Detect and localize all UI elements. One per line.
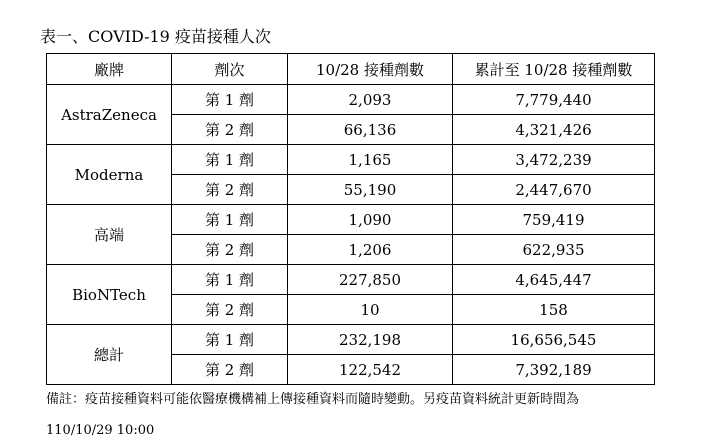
table-title: 表一、COVID-19 疫苗接種人次 xyxy=(40,27,271,46)
dose-cell: 第 2 劑 xyxy=(172,295,288,325)
vaccination-table xyxy=(46,53,655,385)
dose-cell: 第 1 劑 xyxy=(172,325,288,355)
cumulative-cell: 7,392,189 xyxy=(453,355,655,385)
daily-cell: 122,542 xyxy=(288,355,453,385)
table-row xyxy=(47,205,655,235)
footnote xyxy=(46,384,579,446)
cumulative-cell: 4,645,447 xyxy=(453,265,655,295)
daily-cell: 1,165 xyxy=(288,145,453,175)
brand-cell-astrazeneca: AstraZeneca xyxy=(47,85,172,145)
dose-cell: 第 1 劑 xyxy=(172,85,288,115)
brand-cell-medigen: 高端 xyxy=(47,205,172,265)
dose-cell: 第 1 劑 xyxy=(172,145,288,175)
table-row xyxy=(47,85,655,115)
cumulative-cell: 16,656,545 xyxy=(453,325,655,355)
cumulative-cell: 3,472,239 xyxy=(453,145,655,175)
cumulative-cell: 4,321,426 xyxy=(453,115,655,145)
dose-cell: 第 1 劑 xyxy=(172,205,288,235)
header-daily-doses: 10/28 接種劑數 xyxy=(288,54,453,85)
footnote-line-1: 備註：疫苗接種資料可能依醫療機構補上傳接種資料而隨時變動。另疫苗資料統計更新時間為 xyxy=(46,392,580,407)
footnote-line-2: 110/10/29 10:00 xyxy=(46,423,155,438)
daily-cell: 55,190 xyxy=(288,175,453,205)
daily-cell: 1,206 xyxy=(288,235,453,265)
cumulative-cell: 622,935 xyxy=(453,235,655,265)
daily-cell: 227,850 xyxy=(288,265,453,295)
brand-cell-biontech: BioNTech xyxy=(47,265,172,325)
header-dose: 劑次 xyxy=(172,54,288,85)
daily-cell: 1,090 xyxy=(288,205,453,235)
dose-cell: 第 2 劑 xyxy=(172,115,288,145)
dose-cell: 第 2 劑 xyxy=(172,355,288,385)
table-row xyxy=(47,145,655,175)
daily-cell: 10 xyxy=(288,295,453,325)
header-brand: 廠牌 xyxy=(47,54,172,85)
dose-cell: 第 2 劑 xyxy=(172,235,288,265)
header-row xyxy=(47,54,655,85)
dose-cell: 第 2 劑 xyxy=(172,175,288,205)
header-cumulative-doses: 累計至 10/28 接種劑數 xyxy=(453,54,655,85)
cumulative-cell: 158 xyxy=(453,295,655,325)
table-row xyxy=(47,265,655,295)
table-row xyxy=(47,325,655,355)
dose-cell: 第 1 劑 xyxy=(172,265,288,295)
brand-cell-total: 總計 xyxy=(47,325,172,385)
cumulative-cell: 759,419 xyxy=(453,205,655,235)
daily-cell: 2,093 xyxy=(288,85,453,115)
daily-cell: 232,198 xyxy=(288,325,453,355)
cumulative-cell: 2,447,670 xyxy=(453,175,655,205)
cumulative-cell: 7,779,440 xyxy=(453,85,655,115)
brand-cell-moderna: Moderna xyxy=(47,145,172,205)
daily-cell: 66,136 xyxy=(288,115,453,145)
